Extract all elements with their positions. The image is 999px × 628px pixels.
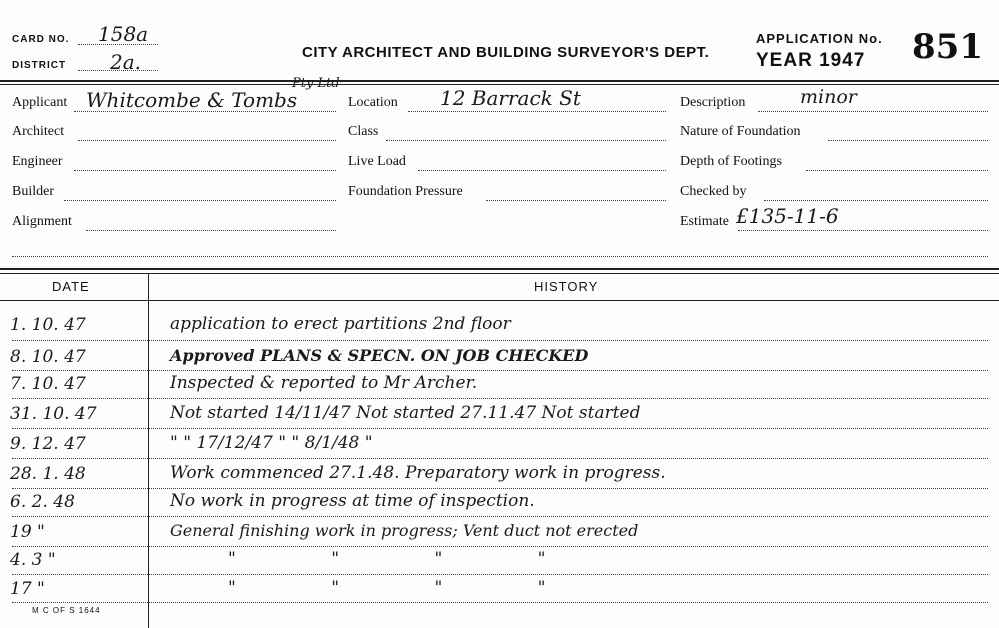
row-date: 17 " <box>10 579 45 599</box>
row-date: 1. 10. 47 <box>10 315 86 335</box>
district-label: DISTRICT <box>12 60 67 71</box>
row-date: 9. 12. 47 <box>10 434 86 454</box>
date-column-header: DATE <box>52 279 90 294</box>
table-row <box>0 343 999 373</box>
table-row <box>0 370 999 400</box>
row-history: application to erect partitions 2nd floor <box>170 314 511 334</box>
row-line <box>12 516 988 517</box>
row-history: " " " " <box>228 578 546 598</box>
architect-line <box>78 140 336 141</box>
description-label: Description <box>680 95 746 110</box>
history-column-header: HISTORY <box>534 279 599 294</box>
location-value: 12 Barrack St <box>440 86 581 110</box>
row-line <box>12 458 988 459</box>
extra-line <box>12 256 988 257</box>
district-line <box>78 70 158 71</box>
table-top-rule <box>0 268 999 270</box>
row-date: 7. 10. 47 <box>10 374 86 394</box>
row-history: No work in progress at time of inspection. <box>170 491 535 511</box>
estimate-value: £135-11-6 <box>736 204 839 228</box>
row-date: 4. 3 " <box>10 550 56 570</box>
location-label: Location <box>348 95 398 110</box>
nature-of-foundation-label: Nature of Foundation <box>680 124 801 139</box>
applicant-note: Pty Ltd <box>292 76 340 91</box>
nature-of-foundation-line <box>828 140 988 141</box>
checked-by-label: Checked by <box>680 184 747 199</box>
row-date: 31. 10. 47 <box>10 404 97 424</box>
live-load-label: Live Load <box>348 154 406 169</box>
card-no-value: 158a <box>98 22 149 46</box>
builder-line <box>64 200 336 201</box>
table-top-rule-thin <box>0 273 999 274</box>
table-header-rule <box>0 300 999 301</box>
foundation-pressure-label: Foundation Pressure <box>348 184 463 199</box>
architect-label: Architect <box>12 124 65 139</box>
applicant-value: Whitcombe & Tombs <box>86 88 298 112</box>
description-line <box>758 111 988 112</box>
row-line <box>12 340 988 341</box>
row-date: 8. 10. 47 <box>10 347 86 367</box>
application-no-value: 851 <box>912 27 983 67</box>
table-row <box>0 546 999 576</box>
row-history: Not started 14/11/47 Not started 27.11.47 Not started <box>170 403 641 423</box>
row-history: Approved PLANS & SPECN. ON JOB CHECKED <box>170 346 589 365</box>
alignment-label: Alignment <box>12 214 72 229</box>
row-history: General finishing work in progress; Vent duct not erected <box>170 521 639 540</box>
table-row <box>0 460 999 490</box>
application-no-label: APPLICATION No. <box>756 31 883 46</box>
estimate-label: Estimate <box>680 214 729 229</box>
header-rule <box>0 80 999 82</box>
table-row <box>0 488 999 518</box>
card-no-line <box>78 44 158 45</box>
table-row <box>0 430 999 460</box>
foundation-pressure-line <box>486 200 666 201</box>
applicant-label: Applicant <box>12 95 68 110</box>
district-value: 2a. <box>110 50 142 74</box>
engineer-label: Engineer <box>12 154 63 169</box>
table-row <box>0 518 999 548</box>
alignment-line <box>86 230 336 231</box>
builder-label: Builder <box>12 184 54 199</box>
class-line <box>386 140 666 141</box>
live-load-line <box>418 170 666 171</box>
depth-of-footings-label: Depth of Footings <box>680 154 782 169</box>
row-history: Work commenced 27.1.48. Preparatory work in progress. <box>170 463 666 483</box>
row-date: 6. 2. 48 <box>10 492 75 512</box>
location-line <box>408 111 666 112</box>
table-row <box>0 575 999 605</box>
row-history: " " 17/12/47 " " 8/1/48 " <box>170 433 373 453</box>
row-date: 19 " <box>10 522 45 542</box>
department-title: CITY ARCHITECT AND BUILDING SURVEYOR'S DEPT. <box>302 44 710 61</box>
year-label: YEAR 1947 <box>756 50 866 71</box>
description-value: minor <box>800 86 857 108</box>
row-history: Inspected & reported to Mr Archer. <box>170 373 478 393</box>
row-line <box>12 602 988 603</box>
header-rule-thin <box>0 84 999 85</box>
row-line <box>12 428 988 429</box>
depth-of-footings-line <box>806 170 988 171</box>
engineer-line <box>74 170 336 171</box>
row-history: " " " " <box>228 549 546 569</box>
row-date: 28. 1. 48 <box>10 464 86 484</box>
table-row <box>0 400 999 430</box>
table-row <box>0 311 999 341</box>
row-line <box>12 398 988 399</box>
form-code: M C OF S 1644 <box>32 606 101 615</box>
estimate-line <box>738 230 988 231</box>
checked-by-line <box>764 200 988 201</box>
class-label: Class <box>348 124 379 139</box>
card-no-label: CARD NO. <box>12 34 70 45</box>
